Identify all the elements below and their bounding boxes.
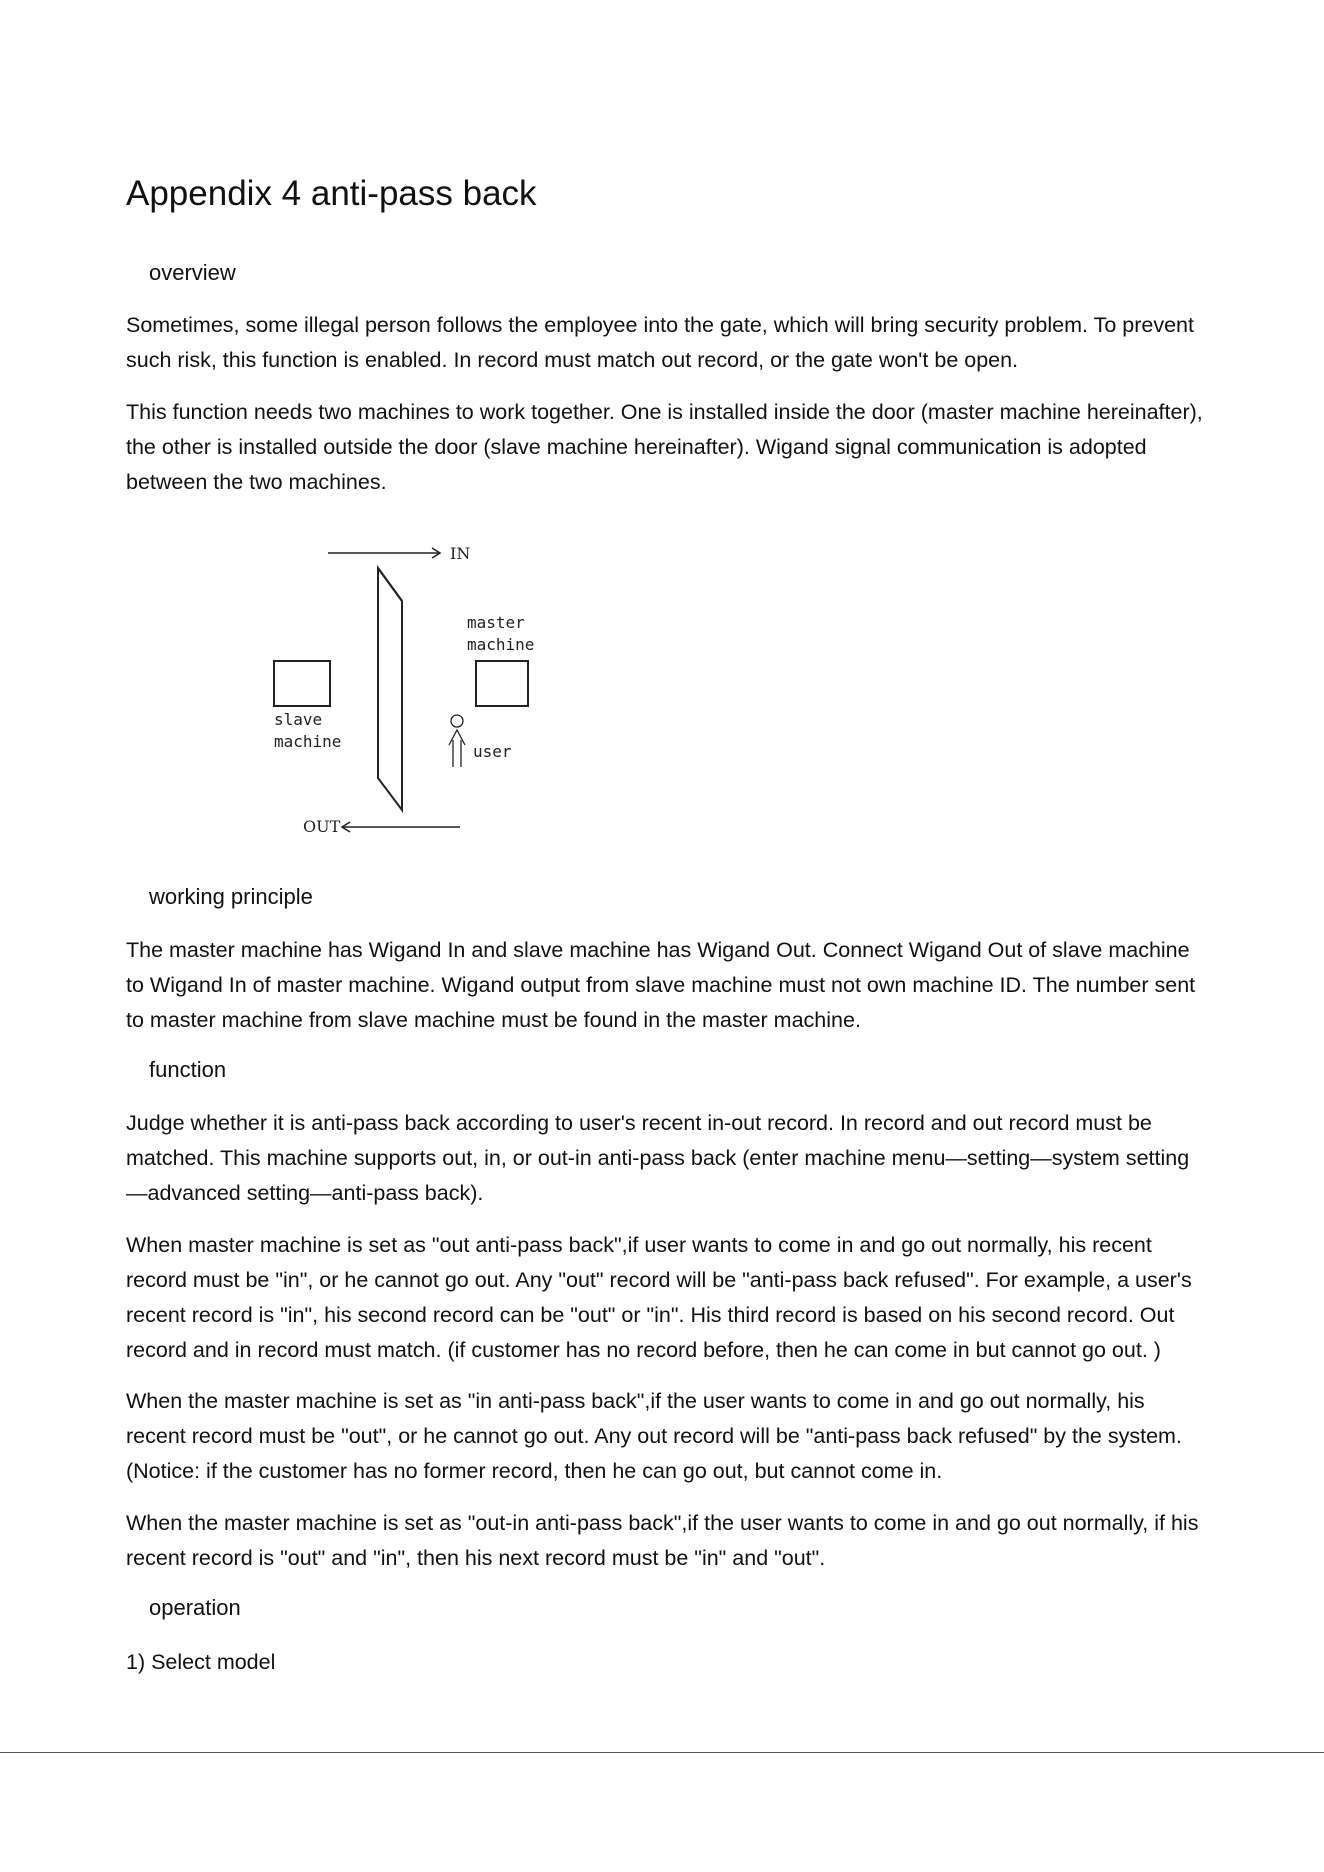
user-icon: [449, 715, 465, 767]
in-label: IN: [450, 544, 471, 563]
paragraph-function-2: When master machine is set as "out anti-pass back",if user wants to come in and go out normally, his recent record must be "in", or he cannot go out. Any "out" record will be "anti-pass back refused". For example, a user's recent record is "in", his second record can be "out" or "in". His third record is based on his second record. Out record and in record must match. (if customer has no record before, then he can come in but cannot go out. ): [126, 1233, 1192, 1362]
paragraph-function-4: When the master machine is set as "out-in anti-pass back",if the user wants to come in and go out normally, if his recent record is "out" and "in", then his next record must be "in" and "out".: [126, 1511, 1199, 1570]
paragraph-function-1: Judge whether it is anti-pass back according to user's recent in-out record. In record and out record must be matched. This machine supports out, in, or out-in anti-pass back (enter machine menu—setting—system setting—advanced setting—anti-pass back).: [126, 1111, 1190, 1205]
door-shape: [378, 568, 402, 810]
slave-label-line2: machine: [274, 732, 342, 751]
master-machine-box: [476, 661, 528, 706]
paragraph-working-principle: The master machine has Wigand In and slave machine has Wigand Out. Connect Wigand Out of slave machine to Wigand In of master machine. Wigand output from slave machine must not own machine ID. The number sent to master machine from slave machine must be found in the master machine.: [126, 938, 1196, 1032]
page-title: Appendix 4 anti-pass back: [126, 174, 537, 213]
out-label: OUT: [303, 817, 341, 836]
paragraph-operation-1: 1) Select model: [126, 1650, 276, 1674]
paragraph-overview-2: This function needs two machines to work together. One is installed inside the door (master machine hereinafter), the other is installed outside the door (slave machine hereinafter). Wigand signal communication is adopted between the two machines.: [126, 400, 1203, 494]
section-heading-working-principle: working principle: [149, 884, 313, 909]
paragraph-function-3: When the master machine is set as "in anti-pass back",if the user wants to come in and go out normally, his recent record must be "out", or he cannot go out. Any out record will be "anti-pass back refused" by the system. (Notice: if the customer has no former record, then he can go out, but cannot come in.: [126, 1389, 1182, 1483]
anti-pass-back-diagram: [260, 535, 580, 855]
slave-machine-box: [274, 661, 330, 706]
paragraph-overview-1: Sometimes, some illegal person follows the employee into the gate, which will bring security problem. To prevent such risk, this function is enabled. In record must match out record, or the gate won't be open.: [126, 313, 1194, 372]
footer-divider: [0, 1752, 1324, 1753]
user-label: user: [473, 742, 512, 761]
slave-label-line1: slave: [274, 710, 323, 729]
section-heading-operation: operation: [149, 1595, 241, 1620]
master-label-line2: machine: [467, 635, 535, 654]
section-heading-function: function: [149, 1057, 227, 1082]
master-label-line1: master: [467, 613, 525, 632]
section-heading-overview: overview: [149, 260, 236, 285]
